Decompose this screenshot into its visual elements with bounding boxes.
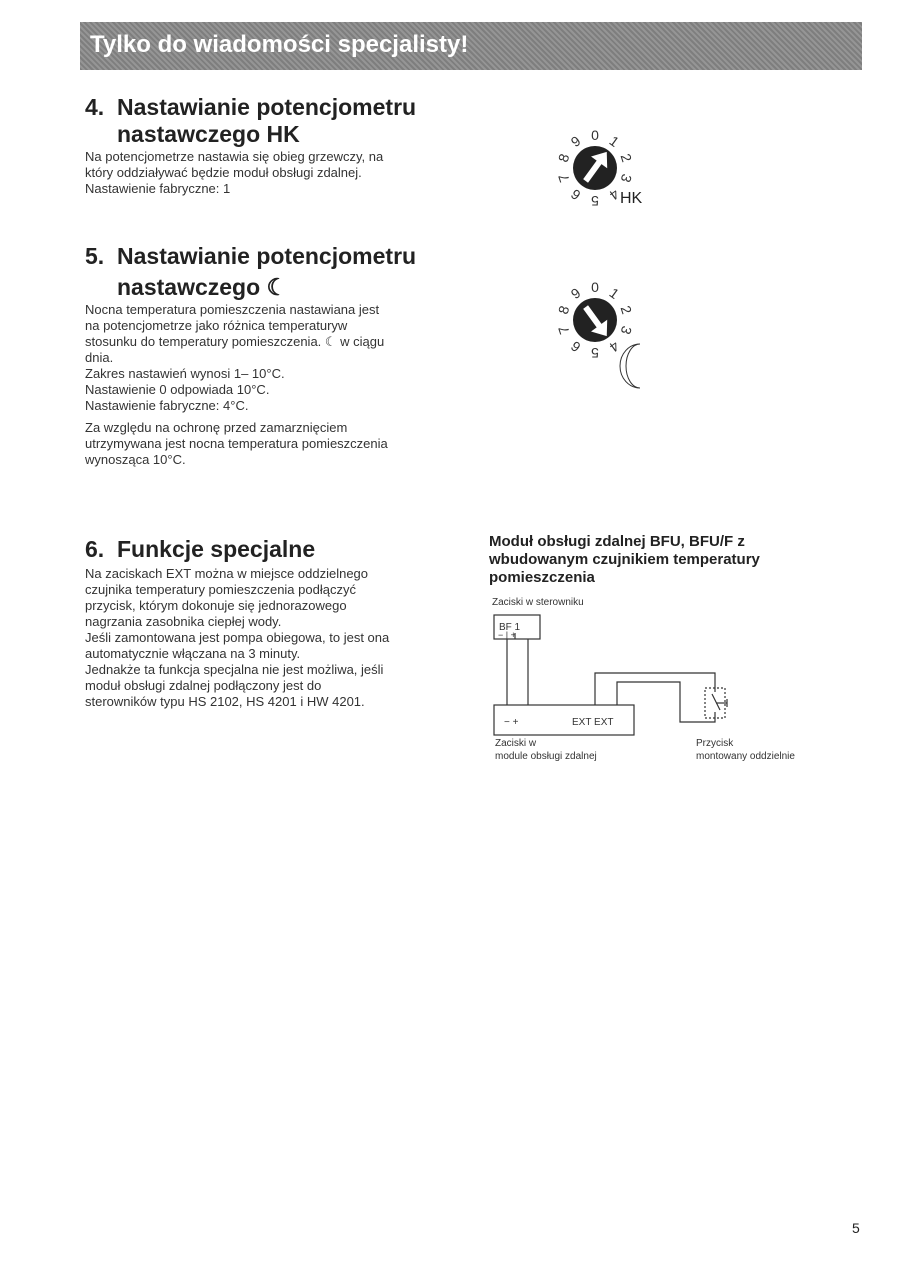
- dial-digit: 3: [617, 324, 636, 337]
- dial-digit: 0: [591, 279, 599, 295]
- button-label: [696, 737, 795, 763]
- dial-digit: 4: [606, 337, 623, 356]
- moon-icon: [618, 342, 648, 390]
- page-number: 5: [852, 1220, 860, 1236]
- dial-digit: 5: [591, 193, 599, 209]
- text-line: który oddziaływać będzie moduł obsługi zdalnej.: [85, 165, 362, 180]
- section-4-heading: [85, 94, 416, 148]
- bf1-label: BF 1: [499, 622, 521, 633]
- text-line: automatycznie włączana na 3 minuty.: [85, 646, 301, 661]
- dial-digit: 5: [591, 345, 599, 361]
- banner-text: Tylko do wiadomości specjalisty!: [90, 31, 469, 58]
- label-line: Zaciski w: [495, 738, 537, 749]
- text-line: Nastawienie fabryczne: 1: [85, 181, 231, 196]
- module-pins: − +: [504, 717, 519, 728]
- text-line: czujnika temperatury pomieszczenia podłączyć: [85, 582, 356, 597]
- text-line: Zakres nastawień wynosi 1– 10°C.: [85, 366, 285, 381]
- dial-digit: 8: [554, 303, 573, 316]
- hk-label: HK: [620, 190, 643, 207]
- title-line: Funkcje specjalne: [117, 536, 316, 562]
- text-line: Nastawienie 0 odpowiada 10°C.: [85, 382, 270, 397]
- section-5-heading: [85, 243, 416, 301]
- text-line: wynosząca 10°C.: [85, 452, 186, 467]
- section-6-text: [85, 566, 389, 710]
- dial-digit: 1: [606, 284, 623, 303]
- title-line: nastawczego ☾: [117, 274, 288, 300]
- specialist-banner: [80, 22, 862, 70]
- section-6-heading: [85, 536, 315, 563]
- dial-digit: 8: [554, 151, 573, 164]
- module-terminals-label: [495, 737, 597, 763]
- title-line: Moduł obsługi zdalnej BFU, BFU/F z: [489, 533, 745, 550]
- wiring-diagram: [480, 600, 780, 740]
- text-line: przycisk, którym dokonuje się jednorazowego: [85, 598, 347, 613]
- text-line: Jednakże ta funkcja specjalna nie jest możliwa, jeśli: [85, 662, 384, 677]
- controller-terminals-label: Zaciski w sterowniku: [492, 597, 584, 608]
- dial-digit: 2: [617, 151, 636, 164]
- section-4-text: [85, 149, 383, 197]
- dial-digit: 3: [617, 172, 636, 185]
- dial-digit: 1: [606, 132, 623, 151]
- text-line: Jeśli zamontowana jest pompa obiegowa, to jest ona: [85, 630, 390, 645]
- dial-digit: 7: [554, 172, 573, 185]
- section-number: 4.: [85, 94, 105, 120]
- text-line: utrzymywana jest nocna temperatura pomieszczenia: [85, 436, 388, 451]
- label-line: module obsługi zdalnej: [495, 751, 597, 762]
- hk-potentiometer-dial: [535, 108, 655, 228]
- title-line: pomieszczenia: [489, 569, 595, 586]
- ext-pins: EXT EXT: [572, 717, 614, 728]
- title-line: Nastawianie potencjometru: [117, 94, 417, 120]
- text-line: dnia.: [85, 350, 114, 365]
- label-line: montowany oddzielnie: [696, 751, 795, 762]
- label-line: Przycisk: [696, 738, 734, 749]
- dial-digit: 4: [606, 185, 623, 204]
- section-number: 5.: [85, 243, 105, 269]
- text-line: stosunku do temperatury pomieszczenia. ☾ w ciągu: [85, 334, 385, 349]
- section-5-text: [85, 302, 388, 468]
- text-line: moduł obsługi zdalnej podłączony jest do: [85, 678, 322, 693]
- text-line: na potencjometrze jako różnica temperaturyw: [85, 318, 348, 333]
- text-line: sterowników typu HS 2102, HS 4201 i HW 4201.: [85, 694, 365, 709]
- dial-digit: 0: [591, 127, 599, 143]
- title-line: nastawczego HK: [117, 121, 300, 147]
- section-number: 6.: [85, 536, 105, 562]
- text-line: Na zaciskach EXT można w miejsce oddzielnego: [85, 566, 369, 581]
- text-line: Na potencjometrze nastawia się obieg grzewczy, na: [85, 149, 384, 164]
- text-line: Nocna temperatura pomieszczenia nastawiana jest: [85, 302, 380, 317]
- dial-digit: 9: [567, 132, 584, 151]
- dial-digit: 2: [617, 303, 636, 316]
- diagram-title: [489, 533, 760, 587]
- text-line: Nastawienie fabryczne: 4°C.: [85, 398, 249, 413]
- bf1-pins: − | +: [498, 630, 516, 640]
- text-line: nagrzania zasobnika ciepłej wody.: [85, 614, 282, 629]
- text-line: Za względu na ochronę przed zamarznięciem: [85, 420, 348, 435]
- title-line: wbudowanym czujnikiem temperatury: [489, 551, 760, 568]
- dial-digit: 7: [554, 324, 573, 337]
- dial-digit: 9: [567, 284, 584, 303]
- dial-digit: 6: [567, 337, 584, 356]
- title-line: Nastawianie potencjometru: [117, 243, 417, 269]
- dial-digit: 6: [567, 185, 584, 204]
